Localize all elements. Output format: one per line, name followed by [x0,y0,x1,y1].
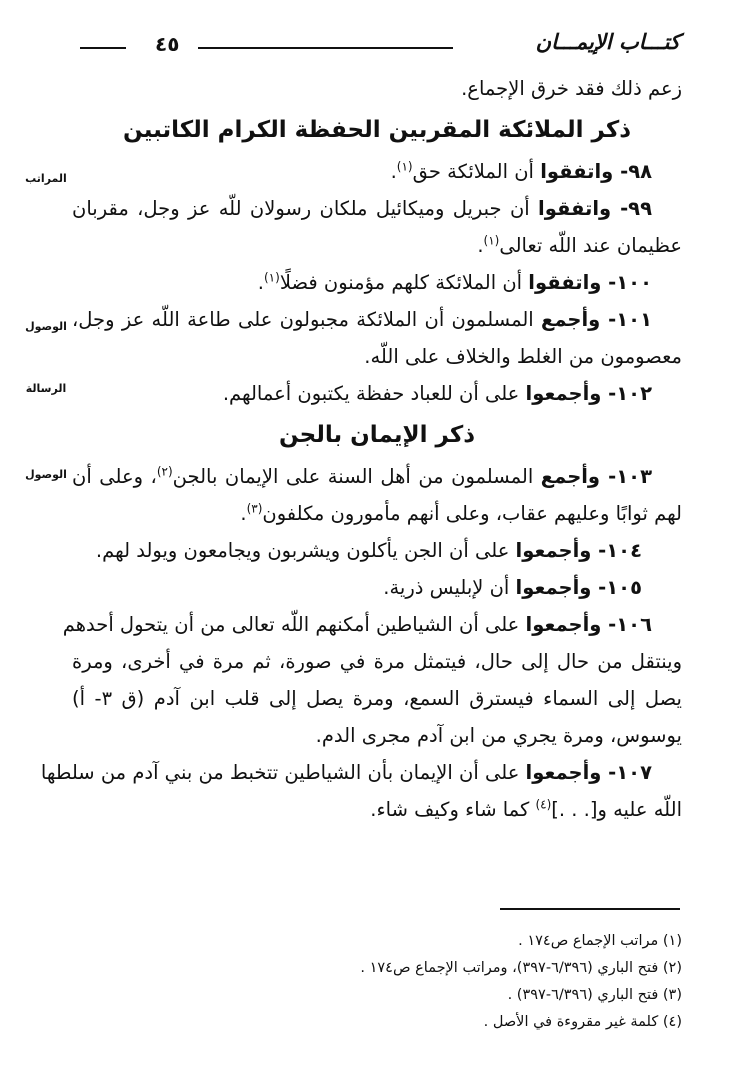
footnote-1: (١) مراتب الإجماع ص١٧٤ . [518,933,682,949]
item-text: لهم ثوابًا وعليهم عقاب، وعلى أنهم مأمورون مكلفون [262,502,682,525]
paragraph-107 [40,754,682,791]
item-text: على أن الجن يأكلون ويشربون ويجامعون ويولد لهم. [95,539,516,562]
item-number: ١٠٧- [601,761,652,784]
section-heading-angels: ذكر الملائكة المقربين الحفظة الكرام الكاتبين [123,117,631,143]
footnote-3: (٣) فتح الباري (٦/٣٩٦-٣٩٧) . [507,987,682,1003]
item-keyword: وأجمعوا [525,613,602,636]
paragraph-100: ١٠٠- واتفقوا أن الملائكة كلهم مؤمنون فضلًا$^{(١)}$. [257,270,652,294]
header-rule-left [80,47,126,49]
footnote-separator [500,908,680,910]
footnote-ref: (٤) [535,797,552,812]
item-number: ١٠٢- [601,382,652,405]
paragraph-101-line-2: معصومون من الغلط والخلاف على اللّه. [364,345,682,368]
paragraph-101 [72,301,682,338]
paragraph-98: ٩٨- واتفقوا أن الملائكة حق$^{(١)}$. [390,159,652,183]
footnote-ref: (٣) [246,501,263,516]
paragraph-105 [72,569,682,606]
footnote-ref: (١) [263,270,280,285]
item-keyword: واتفقوا [538,197,612,220]
margin-note-wusul: الوصول [25,320,67,333]
item-text: على أن للعباد حفظة يكتبون أعمالهم. [222,382,526,405]
header-rule-middle [198,47,453,49]
book-title: كتـــاب الإيمـــان [535,30,680,54]
item-text: أن لإبليس ذرية. [383,576,516,599]
item-text: أن الملائكة كلهم مؤمنون فضلًا [279,271,529,294]
margin-note-risala: الرسالة [25,382,67,395]
paragraph-106 [62,606,682,643]
item-keyword: وأجمعوا [515,576,592,599]
item-number: ١٠٥- [591,576,642,599]
paragraph-107-line-2 [72,791,682,828]
item-text: المسلمون أن الملائكة مجبولون على طاعة اللّه عز وجل، [72,308,542,331]
margin-note-wusul-2: الوصول [25,468,67,481]
item-text: اللّه عليه و[. . .] [551,798,682,821]
item-text: كما شاء وكيف شاء. [370,798,536,821]
margin-note-maratib: المراتب [25,172,67,185]
item-keyword: وأجمع [541,308,601,331]
paragraph-106-line-3: يصل إلى السماء فيسترق السمع، ومرة يصل إلى قلب ابن آدم (ق ٣- أ) [72,687,682,710]
text-line: زعم ذلك فقد خرق الإجماع. [461,77,682,100]
item-keyword: وأجمعوا [525,382,602,405]
item-text: المسلمون من أهل السنة على الإيمان بالجن [172,465,541,488]
page-number: ٤٥ [155,32,180,56]
footnote-4: (٤) كلمة غير مقروءة في الأصل . [483,1014,682,1030]
item-number: ١٠٦- [601,613,652,636]
footnotes [262,928,682,1036]
item-text: على أن الشياطين أمكنهم اللّه تعالى من أن يتحول أحدهم [62,613,526,636]
item-keyword: واتفقوا [540,160,614,183]
item-number: ٩٨- [613,160,652,183]
running-header [80,30,680,60]
item-number: ١٠٣- [600,465,652,488]
item-text: على أن الإيمان بأن الشياطين تتخبط من بني آدم من سلطها [40,761,526,784]
footnote-ref: (١) [483,233,500,248]
section-heading-jinn: ذكر الإيمان بالجن [278,422,476,448]
paragraph-104 [72,532,682,569]
item-keyword: وأجمعوا [525,761,602,784]
paragraph-103-line-2: لهم ثوابًا وعليهم عقاب، وعلى أنهم مأمورون مكلفون$^{(٣)}$. [240,501,682,525]
footnote-ref: (٢) [156,464,173,479]
paragraph-99 [72,190,682,227]
paragraph-106-line-2: وينتقل من حال إلى حال، فيتمثل مرة في صورة، ثم مرة في أخرى، ومرة [72,650,682,673]
footnote-2: (٢) فتح الباري (٦/٣٩٦-٣٩٧)، ومراتب الإجماع ص١٧٤ . [360,960,682,976]
paragraph-99-line-2: عظيمان عند اللّه تعالى$^{(١)}$. [477,233,682,257]
item-text: ، وعلى أن [72,465,157,488]
item-keyword: واتفقوا [528,271,602,294]
item-text: أن الملائكة حق [412,160,541,183]
item-keyword: وأجمعوا [515,539,592,562]
item-number: ١٠٤- [591,539,642,562]
paragraph-103 [72,458,682,495]
item-number: ٩٩- [611,197,652,220]
item-text: أن جبريل وميكائيل ملكان رسولان للّه عز وجل، مقربان [72,197,539,220]
item-keyword: وأجمع [540,465,601,488]
item-number: ١٠٠- [601,271,652,294]
paragraph-102 [72,375,682,412]
item-text: عظيمان عند اللّه تعالى [499,234,682,257]
item-number: ١٠١- [600,308,652,331]
footnote-ref: (١) [396,159,413,174]
paragraph-106-line-4: يوسوس، ومرة يجري من ابن آدم مجرى الدم. [315,724,682,747]
